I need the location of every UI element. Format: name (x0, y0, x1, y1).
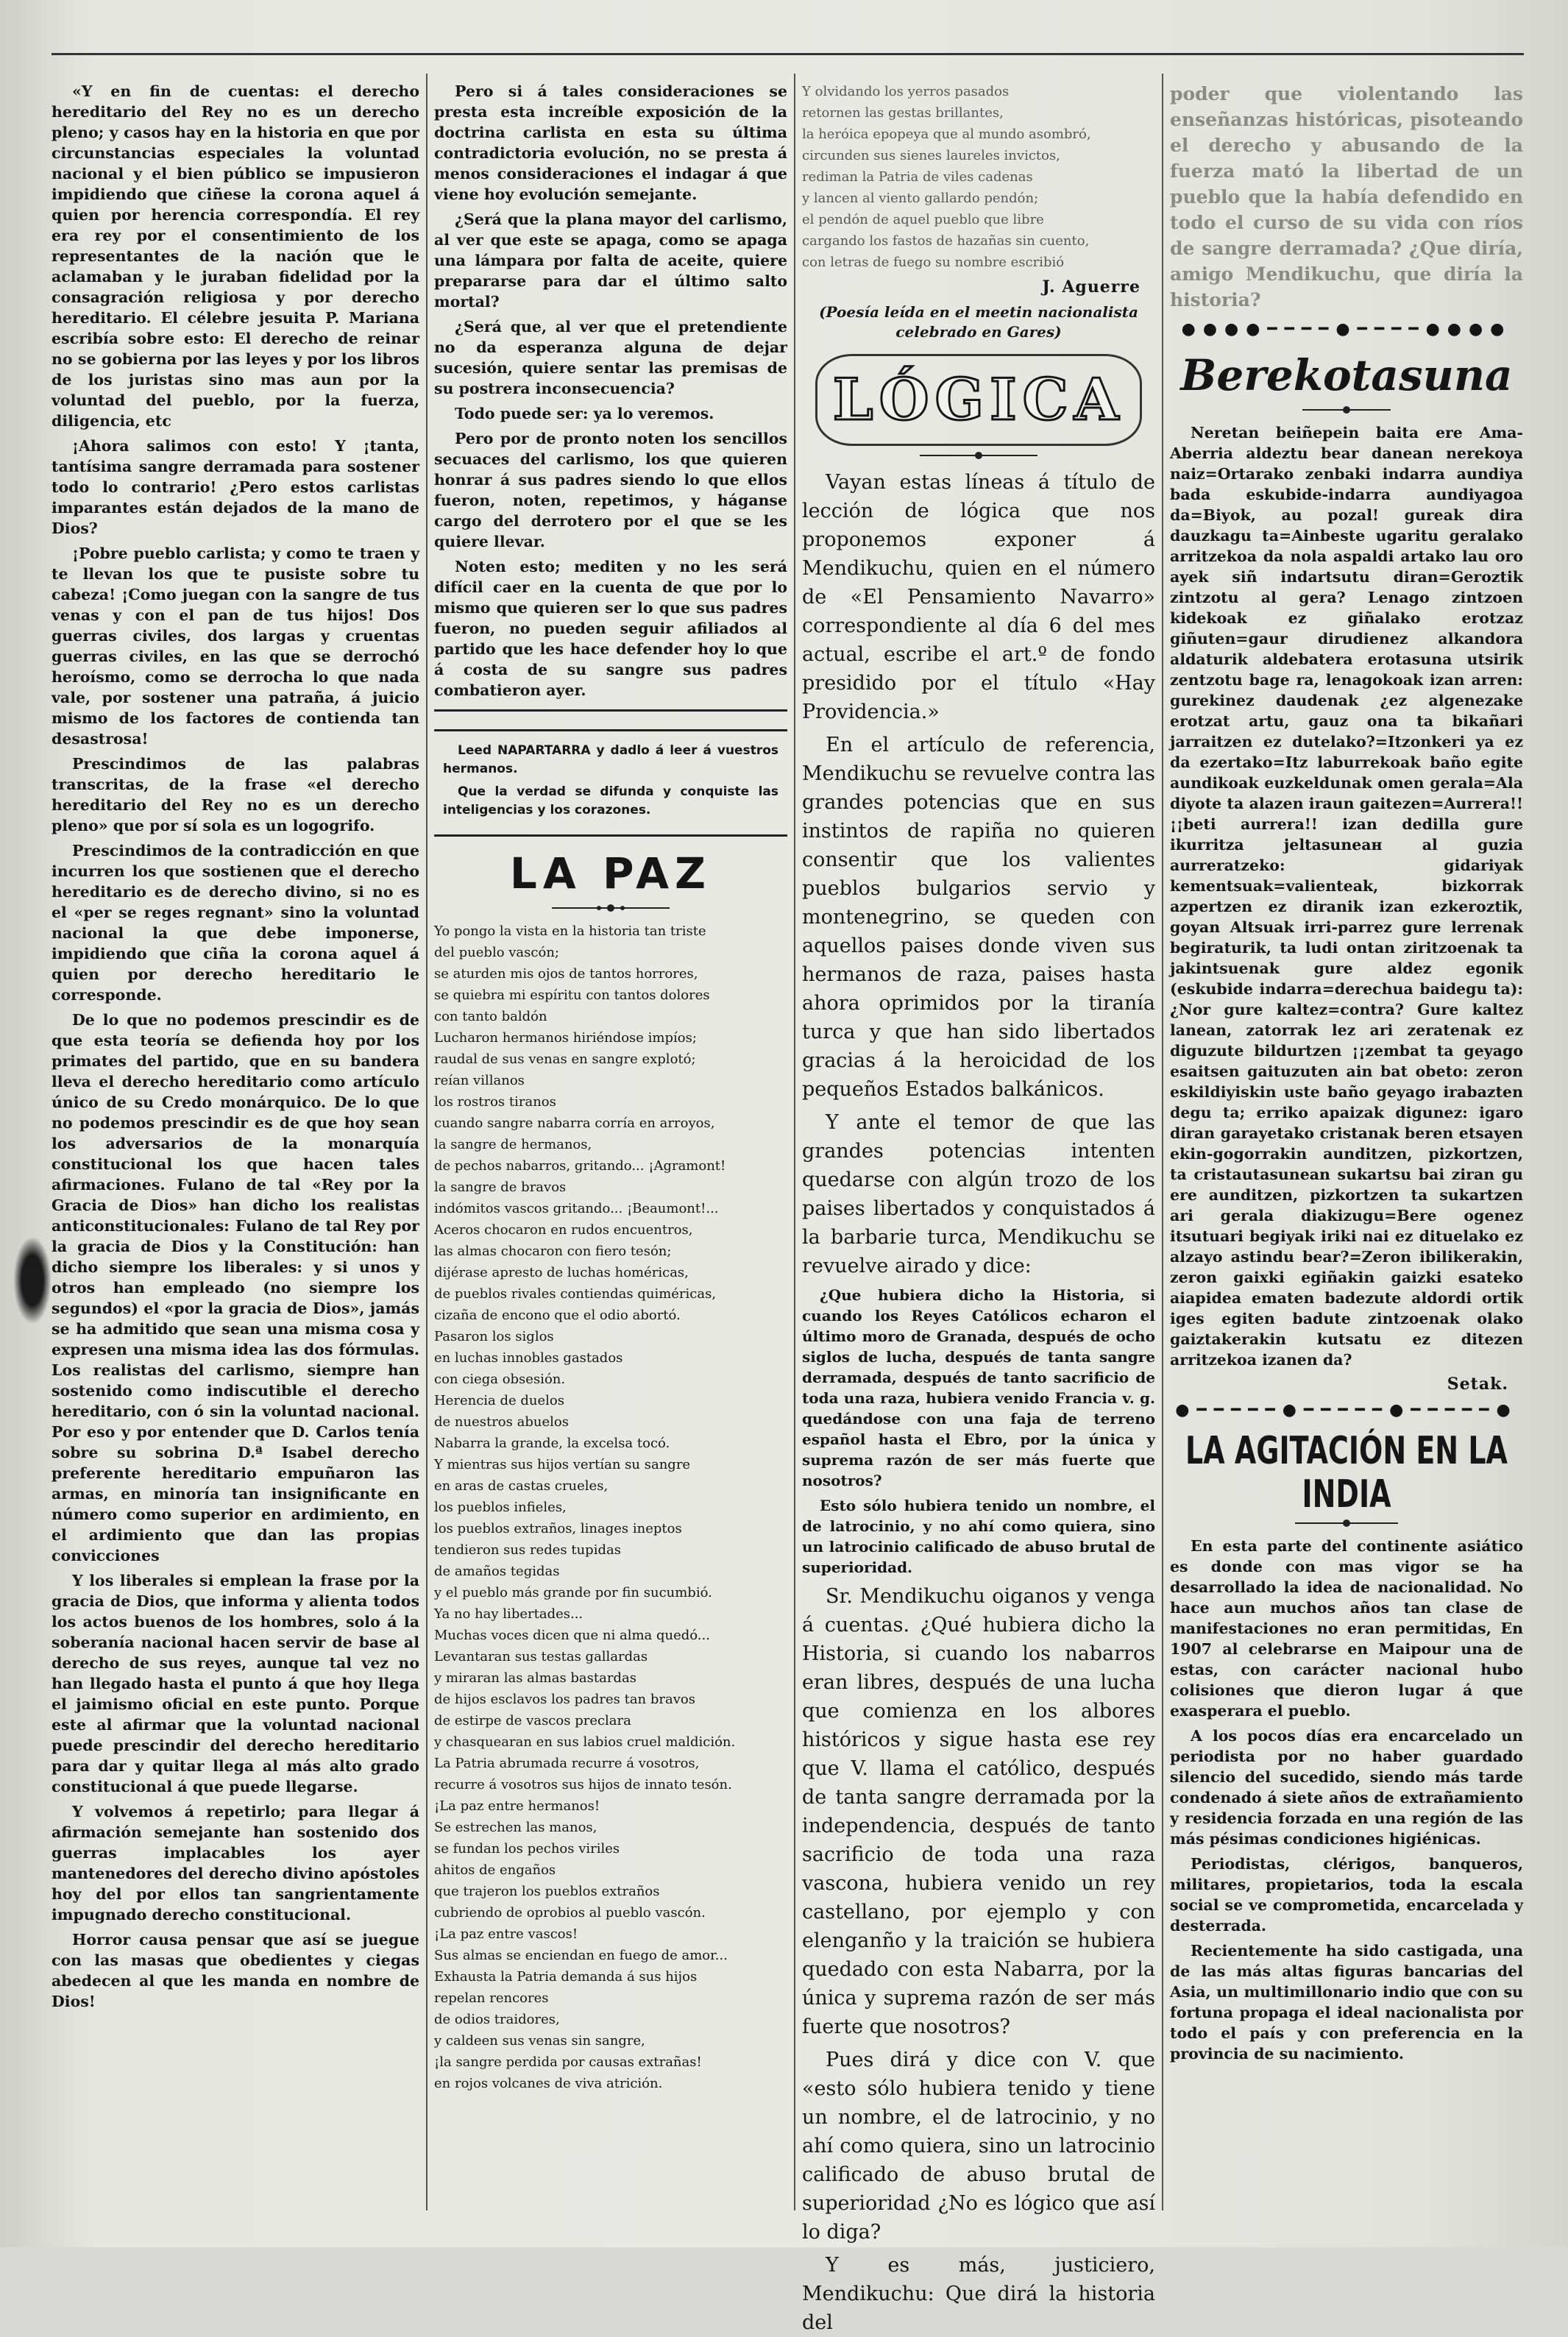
poem-line: los pueblos infieles, (434, 1500, 567, 1515)
logica-body (802, 468, 1155, 1280)
poem-line: en rojos volcanes de viva atrición. (434, 2076, 663, 2091)
poem-line: en aras de castas crueles, (434, 1478, 609, 1494)
poem-line: de pechos nabarros, gritando... ¡Agramont! (434, 1158, 726, 1174)
poem-line: Sus almas se enciendan en fuego de amor... (434, 1948, 728, 1963)
paragraph: De lo que no podemos prescindir es de que esta teoría se defienda hoy por los primates del partido, que en su bandera lleva el derecho hereditario como artículo único de su Credo monárquico. De lo que no podemos prescindir es de que hoy sean los adversarios de la monarquía constitucional los que hacen tales afirmaciones. Fulano de tal «Rey por la Gracia de Dios» han dicho los realistas anticonstitucionales: Fulano de tal Rey por la gracia de Dios y la Constitución: han dicho siempre los liberales: y si unos y otros han empleado (no siempre los segundos) el «por la gracia de Dios», jamás se ha admitido que sean una misma cosa y expresen una misma idea las dos fórmulas. Los realistas del carlismo, siempre han sostenido como indiscutible el derecho hereditario, con ó sin la voluntad nacional. Por eso y por entender que D. Carlos tenía sobre su sobrina D.ª Isabel derecho preferente hereditario empuñaron las armas, en minoría tan insignificante en número como superior en ardimiento, en el ardimiento que dan las propias convicciones (52, 1011, 419, 1564)
paragraph: Todo puede ser: ya lo veremos. (455, 405, 714, 422)
paragraph: En el artículo de referencia, Mendikuchu se revuelve contra las grandes potencias que en sus instintos de rapiña no quieren consentir que los valientes pueblos bulgarios servio y montenegrino, se queden con aquellos paises donde viven sus hermanos de raza, paises hasta ahora oprimidos por la tiranía turca y que han sido libertados gracias á la heroicidad de los pequeños Estados balkánicos. (802, 734, 1155, 1101)
poem-line: cubriendo de oprobios al pueblo vascón. (434, 1905, 706, 1921)
poem-line: reían villanos (434, 1073, 525, 1088)
section-rule (434, 709, 787, 712)
poem-line: de amaños tegidas (434, 1564, 560, 1579)
divider-ornament: ●━━━━━●━━━━━●━━━━━● (1175, 1401, 1518, 1419)
paragraph: Y ante el temor de que las grandes potencias intenten quedarse con algún trozo de los paises libertados y conquistados á la barbarie turca, Mendikuchu se revuelve airado y dice: (802, 1111, 1155, 1277)
poem-line: Yo pongo la vista en la historia tan triste (434, 923, 706, 939)
paragraph: Horror causa pensar que así se juegue con las masas que obedientes y ciegas abedecen al que les manda en nombre de Dios! (52, 1931, 419, 2010)
paragraph: Noten esto; mediten y no les será difícil caer en la cuenta de que por lo mismo que quieren ser lo que sus padres fueron, no pueden seguir afiliados al partido que les hace defender hoy lo que á costa de su sangre sus padres combatieron ayer. (434, 558, 787, 699)
poem-line: con ciega obsesión. (434, 1372, 566, 1387)
poem-line: Exhausta la Patria demanda á sus hijos (434, 1969, 698, 1985)
poem-line: Ya no hay libertades... (434, 1606, 583, 1622)
column-rule (1162, 74, 1163, 2210)
logica-headline (802, 354, 1155, 461)
poem-line: cizaña de encono que el odio abortó. (434, 1308, 681, 1323)
promo-line: Leed NAPARTARRA y dadlo á leer á vuestros hermanos. (443, 743, 778, 776)
poem-line: ¡la sangre perdida por causas extrañas! (434, 2054, 702, 2070)
poem-line: repelan rencores (434, 1990, 549, 2006)
poem-line: ¡La paz entre vascos! (434, 1926, 578, 1942)
poem-line: de hijos esclavos los padres tan bravos (434, 1692, 695, 1707)
poem-line: y miraran las almas bastardas (434, 1670, 636, 1686)
poem-line: con tanto baldón (434, 1009, 547, 1024)
paragraph: Pero si á tales consideraciones se presta esta increíble exposición de la doctrina carlista en esta su última contradictoria evolución, no se presta á menos consideraciones el indagar á que viene hoy evolución semejante. (434, 82, 787, 203)
la-paz-headline (434, 848, 787, 913)
page-fold-shadow (13, 1236, 52, 1324)
poem-la-paz (434, 921, 787, 2094)
logica-body-2 (802, 1582, 1155, 2337)
ornament-icon (1295, 1518, 1398, 1528)
poem-line: se aturden mis ojos de tantos horrores, (434, 966, 698, 982)
paragraph: A los pocos días era encarcelado un periodista por no haber guardado silencio del sucedido, siendo más tarde condenado á siete años de extrañamiento y residencia forzada en una región de las más pésimas condiciones higiénicas. (1170, 1727, 1523, 1848)
logica-quote (802, 1285, 1155, 1578)
quote-paragraph: Esto sólo hubiera tenido un nombre, el de latrocinio, y no ahí como quiera, sino un latrocinio calificado de abuso brutal de superioridad. (802, 1497, 1155, 1576)
poem-line: Herencia de duelos (434, 1393, 564, 1408)
poem-line: indómitos vascos gritando... ¡Beaumont!... (434, 1201, 719, 1216)
poem-line: de estirpe de vascos preclara (434, 1713, 631, 1728)
paragraph: Periodistas, clérigos, banqueros, militares, propietarios, toda la escala social se ve comprometida, encarcelada y desterrada. (1170, 1855, 1523, 1935)
poem-line: en luchas innobles gastados (434, 1350, 623, 1366)
poem-line: se fundan los pechos viriles (434, 1841, 620, 1857)
paragraph: «Y en fin de cuentas: el derecho hereditario del Rey no es un derecho pleno; y casos hay en la historia en que por circunstancias especiales la voluntad nacional y el bien público se impusieron impidiendo que ciñese la corona aquel á quien por herencia correspondía. El rey era rey por el consentimiento de los representantes de la nación que le aclamaban y le juraban fidelidad por la consagración religiosa y por derecho hereditario. El célebre jesuita P. Mariana escribía sobre esto: El derecho de reinar no se gobierna por las leyes y por los libros de los juristas sino mas aun por la voluntad del pueblo, por la fuerza, diligencia, etc (52, 82, 419, 430)
poem-line: y lancen al viento gallardo pendón; (802, 191, 1039, 206)
paragraph: Y es más, justiciero, Mendikuchu: Que dirá la historia del (802, 2254, 1155, 2334)
paragraph: ¿Será que, al ver que el pretendiente no da esperanza alguna de dejar sucesión, quiere sentar las premisas de su postrera inconsecuencia? (434, 318, 787, 397)
ornament-icon (920, 450, 1037, 461)
paragraph: ¡Pobre pueblo carlista; y como te traen y te llevan los que te pusiste sobre tu cabeza! ¡Como juegan con la sangre de tus venas y con el pan de tus hijos! Dos guerras civiles, dos largas y cruentas guerras civiles, en las que se derrochó heroísmo, como se derrocha lo que nada vale, por sostener una patraña, á juicio mismo de los factores de contienda tan desastrosa! (52, 545, 419, 748)
divider-ornament: ●●●●━━━━●━━━━●●●● (1181, 320, 1512, 338)
poem-line: Y mientras sus hijos vertían su sangre (434, 1457, 691, 1472)
quote-paragraph: ¿Que hubiera dicho la Historia, si cuando los Reyes Católicos echaron el último moro de Granada, después de ocho siglos de lucha, después de tanta sangre derramada, después de tanto sacrificio de toda una raza, hubiera venido Francia v. g. quedándose con una faja de terreno español hasta el Ebro, por la única y suprema razón de ser más fuerte que nosotros? (802, 1286, 1155, 1489)
poem-line: y chasquearan en sus labios cruel maldición. (434, 1734, 736, 1750)
poem-line: Levantaran sus testas gallardas (434, 1649, 648, 1664)
promo-box (434, 729, 787, 837)
paragraph: Prescindimos de la contradicción en que incurren los que sostienen que el derecho hereditario es de derecho divino, si no es el «per se reges regnant» sino la voluntad nacional la que debe imponerse, impidiendo que ciña la corona aquel á quien por derecho hereditario le corresponde. (52, 842, 419, 1004)
poem-line: la heróica epopeya que al mundo asombró, (802, 127, 1091, 142)
ornament-icon (552, 903, 670, 913)
poem-line: y caldeen sus venas sin sangre, (434, 2033, 645, 2049)
poem-line: los rostros tiranos (434, 1094, 556, 1110)
poem-line: circunden sus sienes laureles invictos, (802, 148, 1060, 163)
poem-line: Pasaron los siglos (434, 1329, 554, 1344)
column-rule (794, 74, 795, 2210)
poem-line: se quiebra mi espíritu con tantos dolores (434, 987, 710, 1003)
poem-line: Lucharon hermanos hiriéndose impíos; (434, 1030, 697, 1046)
poem-line: de pueblos rivales contiendas quiméricas, (434, 1286, 717, 1302)
poem-line: de odios traidores, (434, 2012, 560, 2027)
poem-line: cuando sangre nabarra corría en arroyos, (434, 1116, 715, 1131)
poem-line: recurre á vosotros sus hijos de innato tesón. (434, 1777, 732, 1792)
poem-line: las almas chocaron con fiero tesón; (434, 1244, 672, 1259)
paragraph: Prescindimos de las palabras transcritas, de la frase «el derecho hereditario del Rey no es un derecho pleno» que por sí sola es un logogrifo. (52, 755, 419, 834)
paragraph: Pero por de pronto noten los sencillos secuaces del carlismo, los que quieren honrar á sus padres siendo lo que ellos fueron, noten, repetimos, y háganse cargo del derrotero por el que se les quiere llevar. (434, 430, 787, 550)
column-rule (426, 74, 428, 2210)
poem-line: ¡La paz entre hermanos! (434, 1798, 600, 1814)
poem-line: Se estrechen las manos, (434, 1820, 597, 1835)
india-title: LA AGITACIÓN EN LA INDIA (1185, 1428, 1508, 1517)
poem-line: de nuestros abuelos (434, 1414, 569, 1430)
poem-line: con letras de fuego su nombre escribió (802, 255, 1065, 270)
poem-line: el pendón de aquel pueblo que libre (802, 212, 1044, 227)
ornament-icon (1302, 405, 1391, 415)
berekotasuna-headline (1170, 350, 1523, 415)
poem-line: ahitos de engaños (434, 1862, 556, 1878)
paragraph: Y volvemos á repetirlo; para llegar á afirmación semejante han sostenido dos guerras implacables los ayer mantenedores del derecho divino apóstoles hoy del por ellos tan sangrientamente impugnado derecho constitucional. (52, 1803, 419, 1923)
paragraph: Neretan beiñepein baita ere Ama-Aberria aldeztu bear danean nerekoya naiz=Ortarako zenbaki indarra aundiya bada eskubide-indarra aundiyagoa da=Biyok, au pozal! gureak dira dauzkagu ta=Ainbeste ugaritu geralako arritzekoa da nola aspaldi artako lau oro ayek siñ indartsutu diran=Geroztik zintzotu al gera? Lenago zintzoen kidekoak ez giñalako erotzaz giñuten=gaur dirudienez alkandora aldaturik aldebatera erotasuna utsirik zentzotu bage ra, lenagokoak izan arren: gurekinez daudenak ¿ez algenezake erotzat artu, gauz ona ta bikañari jarraitzen ez dutelako?=Itzonkeri ya ez da ezertako=Itz laburrekoak baño egite aundikoak euzkeldunak omen gerala=Ala diyote ta alazen iraun gaitezen=Aurrera!! ¡¡beti aurrera!! izan dedilla gure ikurritza jeltasuneaн al guzia aurreratzeko: gidariyak kementsuak=valienteak, bizkorrak azpertzen ez diranik izan ezkeroztik, goyan Altsuak irri-parrez gure lerrenak begiraturik, ta ludi ontan ziritzoenak ta jakintsuenak gure aldez egonik (eskubide indarra=derechua baidegu ta): ¿Nor gure kaltez=contra? Gure kaltez lanean, zatorrak lez ari zeratenak ez diguzute bildurtzen ¡¡zembat ta geyago esaitsen gaituzuten ain bat obeto: zeron eskildiyiskin uste baño geyago irabazten degu ta; erriko apaizak digunez: igaro diran garayetako cristanak beren etsayen ekin-gogorrakin aunditzen, pizkortzen, ta cristautasunean sukartsu bai ziran gu ere aunditzen, pizkortzen ta sukartzen ari gerala diakizugu=Bere ogenez itsutuari begiyak iriki nai ez dituelako ez alzayo astindu bear?=Zeron ibilikerakin, zeron gaixki egiñakin gaizki esateko aiapidea ematen badezute aldordi ortik iges egiten badute zintzoenak olako gaiztakerakin kutsatu ez ditezen arritzekoa izanen da? (1170, 424, 1523, 1369)
paragraph: Vayan estas líneas á título de lección de lógica que nos proponemos exponer á Mendikuchu, quien en el número de «El Pensamiento Navarro» correspondiente al día 6 del mes actual, escribe el art.º de fondo presidido por el título «Hay Providencia.» (802, 471, 1155, 723)
poem-line: rediman la Patria de viles cadenas (802, 169, 1033, 185)
berekotasuna-title: Berekotasuna (1180, 350, 1513, 400)
paragraph: ¿Será que la plana mayor del carlismo, al ver que este se apaga, como se apaga una lámpara por falta de aceite, quiere prepararse para dar el último salto mortal? (434, 210, 787, 311)
poem-line: raudal de sus venas en sangre explotó; (434, 1052, 696, 1067)
top-rule (52, 53, 1524, 55)
paragraph: Recientemente ha sido castigada, una de las más altas figuras bancarias del Asia, un multimillonario indio que con su fortuna propaga el ideal nacionalista por todo el país y con preferencia en la provincia de su nacimiento. (1170, 1942, 1523, 2063)
paragraph: Sr. Mendikuchu oiganos y venga á cuentas. ¿Qué hubiera dicho la Historia, si cuando los nabarros eran libres, después de una lucha que comienza en los albores históricos y sigue hasta ese rey que V. llama el católico, después de tanta sangre derramada por la independencia, después de tanto sacrificio de toda una raza vascona, hubiera venido un rey castellano, por ejemplo y con elenganño y la traición se hubiera quedado con esta Nabarra, por la única y suprema razón de ser más fuerte que nosotros? (802, 1585, 1155, 2038)
column-3 (802, 81, 1155, 2334)
paragraph: En esta parte del continente asiático es donde con mas vigor se ha desarrollado la idea de nacionalidad. No hace aun muchos años tan clase de manifestaciones no eran permitidas, En 1907 al celebrarse en Maipour una de estas, con carácter nacional hubo colisiones que dieron lugar á que exasperara el pueblo. (1170, 1537, 1523, 1720)
paragraph: poder que violentando las enseñanzas históricas, pisoteando el derecho y abusando de la fuerza mató la libertad de un pueblo que la había defendido en todo el curso de su vida con ríos de sangre derramada? ¿Que diría, amigo Mendikuchu, que diría la historia? (1170, 83, 1523, 311)
poem-line: los pueblos extraños, linages ineptos (434, 1521, 682, 1536)
paragraph: Y los liberales si emplean la frase por la gracia de Dios, que informa y alienta todos los actos buenos de los hombres, solo á la soberanía nacional hacen servir de base al derecho de sus reyes, aunque tal vez no han llegado hasta el punto á que hoy llega el jaimismo oficial en este punto. Porque este al afirmar que la voluntad nacional puede prescindir del derecho hereditario para dar y quitar llega al más alto grado constitucional á que puede llegarse. (52, 1572, 419, 1795)
poem-line: Nabarra la grande, la excelsa tocó. (434, 1436, 670, 1451)
column-2 (434, 81, 787, 2218)
paragraph: Pues dirá y dice con V. que «esto sólo hubiera tenido y tiene un nombre, el de latrocinio, y no ahí como quiera, sino un latrocinio calificado de abuso brutal de superioridad ¿No es lógico que así lo diga? (802, 2049, 1155, 2244)
poem-line: que trajeron los pueblos extraños (434, 1884, 660, 1899)
poem-line: y el pueblo más grande por fin sucumbió. (434, 1585, 712, 1600)
la-paz-title: LA PAZ (509, 848, 712, 898)
poem-line: La Patria abrumada recurre á vosotros, (434, 1756, 700, 1771)
poem-note: (Poesía leída en el meetin nacionalista celebrado en Gares) (819, 303, 1138, 341)
poem-line: tendieron sus redes tupidas (434, 1542, 621, 1558)
poem-line: Muchas voces dicen que ni alma quedó... (434, 1628, 710, 1643)
column-4 (1170, 81, 1523, 2218)
promo-line: Que la verdad se difunda y conquiste las inteligencias y los corazones. (443, 784, 778, 818)
paragraph: ¡Ahora salimos con esto! Y ¡tanta, tantísima sangre derramada para sostener todo lo contrario! ¿Pero estos carlistas imparantes están dejados de la mano de Dios? (52, 437, 419, 537)
poem-line: cargando los fastos de hazañas sin cuento, (802, 233, 1090, 249)
india-headline (1170, 1428, 1523, 1528)
poem-signature: J. Aguerre (1042, 277, 1140, 297)
column-1 (52, 81, 419, 2218)
berekotasuna-signature: Setak. (1447, 1375, 1508, 1394)
faded-continuation (1170, 81, 1523, 313)
poem-line: Aceros chocaron en rudos encuentros, (434, 1222, 693, 1238)
poem-line: Y olvidando los yerros pasados (802, 84, 1010, 99)
logica-title: LÓGICA (815, 354, 1142, 446)
poem-line: la sangre de bravos (434, 1180, 567, 1195)
poem-line: del pueblo vascón; (434, 945, 559, 960)
poem-ending (802, 81, 1155, 273)
poem-line: retornen las gestas brillantes, (802, 105, 1004, 121)
poem-line: dijérase apresto de luchas homéricas, (434, 1265, 689, 1280)
poem-line: la sangre de hermanos, (434, 1137, 592, 1152)
